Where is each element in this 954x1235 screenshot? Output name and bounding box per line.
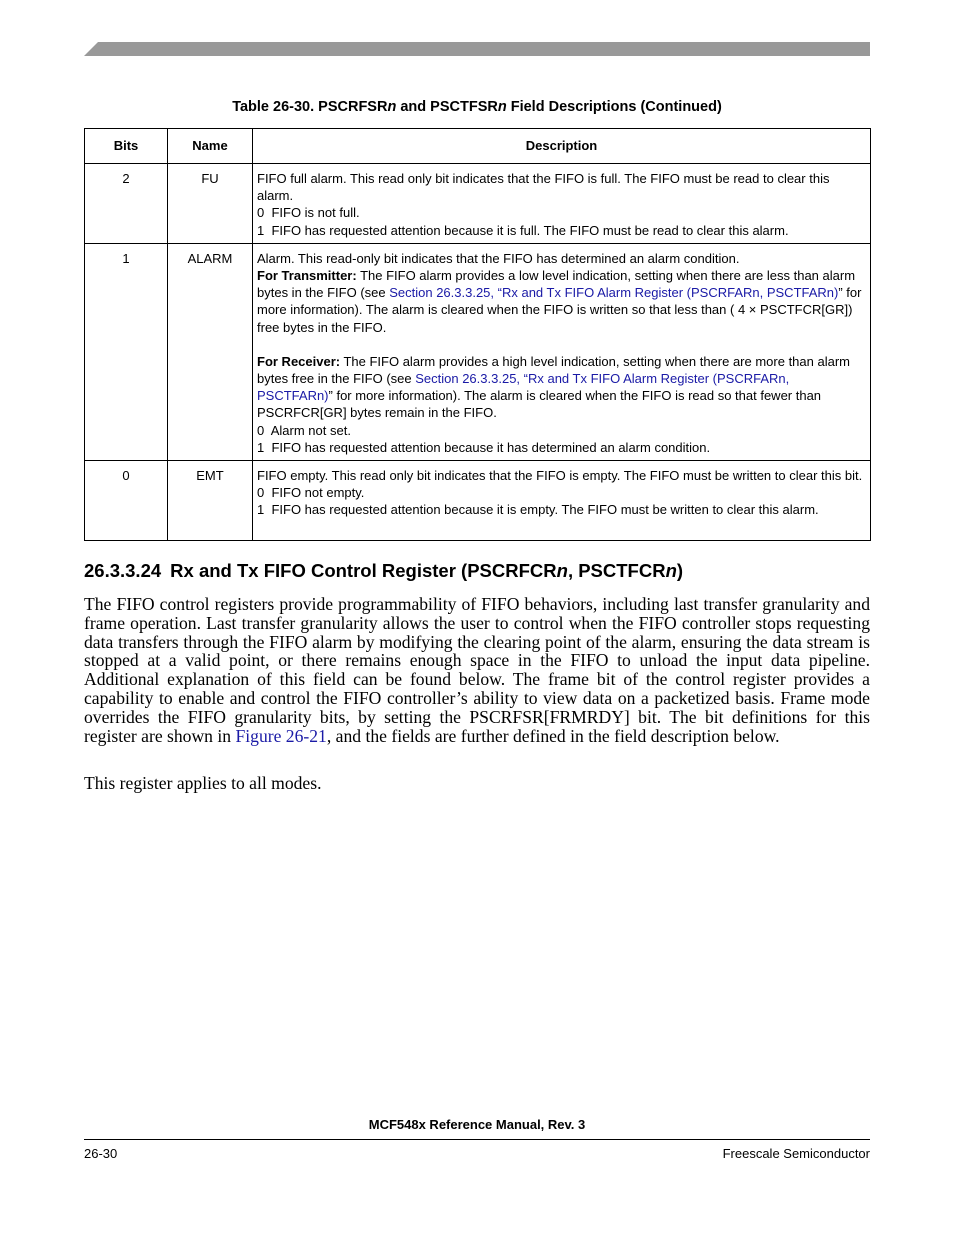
name-cell: ALARM xyxy=(168,243,253,460)
field-description-table xyxy=(84,128,871,541)
table-row xyxy=(85,461,871,541)
description-line: 0 FIFO not empty. xyxy=(257,485,365,501)
receiver-label: For Receiver: xyxy=(257,353,341,369)
name-cell: EMT xyxy=(168,461,253,541)
body-paragraph: This register applies to all modes. xyxy=(84,773,322,793)
header-decorative-bar xyxy=(84,42,870,56)
table-row xyxy=(85,164,871,244)
description-line: 1 FIFO has requested attention because it is empty. The FIFO must be written to clear this alarm. xyxy=(257,502,819,518)
column-header-description: Description xyxy=(253,129,871,164)
column-header-name: Name xyxy=(168,129,253,164)
description-cell xyxy=(253,461,871,541)
bits-cell: 2 xyxy=(85,164,168,244)
column-header-bits: Bits xyxy=(85,129,168,164)
section-link[interactable]: Section 26.3.3.25, “Rx and Tx FIFO Alarm Register (PSCRFARn, PSCTFARn) xyxy=(389,285,839,301)
bits-cell: 0 xyxy=(85,461,168,541)
receiver-paragraph: For Receiver: The FIFO alarm provides a high level indication, setting when there are more than alarm bytes free in the FIFO (see Section 26.3.3.25, “Rx and Tx FIFO Alarm Register (PSCRFARn, PSCTFARn)” for more information). The alarm is cleared when the FIFO is read so that fewer than PSCRFCR[GR] bytes remain in the FIFO. xyxy=(257,353,850,421)
footer-company: Freescale Semiconductor xyxy=(722,1146,870,1161)
description-line: FIFO empty. This read only bit indicates that the FIFO is empty. The FIFO must be written to clear this bit. xyxy=(257,468,863,484)
figure-link[interactable]: Figure 26-21 xyxy=(235,725,327,746)
paragraph-gap xyxy=(257,336,866,353)
section-link[interactable]: Section 26.3.3.25, “Rx and Tx FIFO Alarm Register (PSCRFARn, PSCTFARn) xyxy=(257,371,790,404)
description-line: 1 FIFO has requested attention because it is full. The FIFO must be read to clear this alarm. xyxy=(257,222,789,238)
description-line: FIFO full alarm. This read only bit indicates that the FIFO is full. The FIFO must be read to clear this alarm. xyxy=(257,171,830,204)
table-header-row xyxy=(85,129,871,164)
transmitter-paragraph: For Transmitter: The FIFO alarm provides a low level indication, setting when there are less than alarm bytes in the FIFO (see Section 26.3.3.25, “Rx and Tx FIFO Alarm Register (PSCRFARn, PSCTFARn)” for more information). The alarm is cleared when the FIFO is written so that less than ( 4 × PSCTFCR[GR]) free bytes in the FIFO. xyxy=(257,268,862,335)
table-caption: Table 26-30. PSCRFSRn and PSCTFSRn Field Descriptions (Continued) xyxy=(232,99,722,115)
body-paragraph: The FIFO control registers provide programmability of FIFO behaviors, including last transfer granularity and frame operation. Last transfer granularity allows the user to control when the FIFO controller stops requesting data transfers through the FIFO alarm by modifying the clearing point of the alarm, ensuring the data stream is stopped at a valid point, or there remains enough space in the FIFO to unload the input data pipeline. Additional explanation of this field can be found below. The frame bit of the control register provides a capability to enable and control the FIFO controller’s ability to view data on a packetized basis. Frame mode overrides the FIFO granularity bits, by setting the PSCRFSR[FRMRDY] bit. The bit definitions for this register are shown in Figure 26-21, and the fields are further defined in the field description below. xyxy=(84,594,870,746)
transmitter-label: For Transmitter: xyxy=(257,268,357,284)
footer-manual-title: MCF548x Reference Manual, Rev. 3 xyxy=(368,1117,586,1132)
footer-divider xyxy=(84,1139,870,1140)
description-cell xyxy=(253,243,871,460)
description-cell xyxy=(253,164,871,244)
description-line: Alarm. This read-only bit indicates that the FIFO has determined an alarm condition. xyxy=(257,250,740,266)
description-line: 0 Alarm not set. xyxy=(257,422,351,438)
page-number: 26-30 xyxy=(84,1146,118,1161)
table-row xyxy=(85,243,871,460)
description-line: 0 FIFO is not full. xyxy=(257,205,360,221)
description-line: 1 FIFO has requested attention because it has determined an alarm condition. xyxy=(257,439,711,455)
name-cell: FU xyxy=(168,164,253,244)
section-number: 26.3.3.24 xyxy=(84,560,162,581)
section-heading: 26.3.3.24 Rx and Tx FIFO Control Register (PSCRFCRn, PSCTFCRn) xyxy=(84,560,684,581)
bits-cell: 1 xyxy=(85,243,168,460)
